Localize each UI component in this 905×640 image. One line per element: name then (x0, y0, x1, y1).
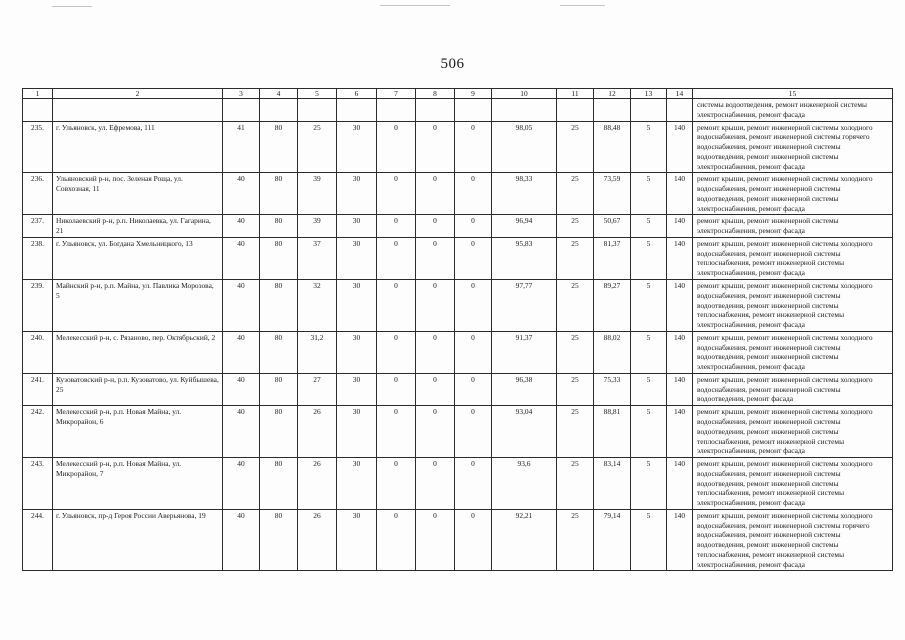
value-cell-7: 0 (377, 331, 416, 373)
table-row (23, 173, 893, 215)
value-cell-11: 25 (557, 458, 594, 510)
value-cell-11: 25 (557, 173, 594, 215)
value-cell-4: 80 (260, 215, 298, 238)
value-cell-11: 25 (557, 509, 594, 571)
value-cell-6: 30 (337, 121, 377, 173)
value-cell-5: 32 (298, 280, 337, 332)
value-cell-4: 80 (260, 406, 298, 458)
column-number: 2 (53, 89, 223, 99)
value-cell-5: 37 (298, 237, 337, 279)
value-cell-4: 80 (260, 509, 298, 571)
value-cell-12: 79,14 (594, 509, 631, 571)
value-cell-5: 25 (298, 121, 337, 173)
column-number: 8 (416, 89, 455, 99)
column-number: 1 (23, 89, 53, 99)
value-cell-11: 25 (557, 237, 594, 279)
value-cell-10: 96,38 (492, 373, 557, 405)
value-cell-12: 88,81 (594, 406, 631, 458)
value-cell-8: 0 (416, 406, 455, 458)
row-number: 239. (23, 280, 53, 332)
value-cell-4: 80 (260, 280, 298, 332)
value-cell-14: 140 (667, 373, 693, 405)
value-cell-11: 25 (557, 280, 594, 332)
value-cell-10: 97,77 (492, 280, 557, 332)
value-cell-3: 40 (223, 237, 260, 279)
value-cell-12: 50,67 (594, 215, 631, 238)
value-cell-6: 30 (337, 373, 377, 405)
value-cell-12: 81,37 (594, 237, 631, 279)
value-cell-6: 30 (337, 331, 377, 373)
works-cell: ремонт крыши, ремонт инженерной системы холодного водоснабжения, ремонт инженерной системы водоотведения, ремонт инженерной системы теплоснабжения, ремонт инженерной системы электроснабжения, ремонт фасада (693, 458, 893, 510)
works-cell: ремонт крыши, ремонт инженерной системы холодного водоснабжения, ремонт инженерной системы теплоснабжения, ремонт инженерной системы электроснабжения, ремонт фасада (693, 237, 893, 279)
value-cell-6: 30 (337, 458, 377, 510)
value-cell-11: 25 (557, 406, 594, 458)
value-cell-4: 80 (260, 331, 298, 373)
value-cell-10: 93,04 (492, 406, 557, 458)
address-cell: Мелекесский р-н, р.п. Новая Майна, ул. Микрорайон, 6 (53, 406, 223, 458)
value-cell-12: 73,59 (594, 173, 631, 215)
value-cell-13: 5 (631, 331, 667, 373)
value-cell-12: 83,14 (594, 458, 631, 510)
page-number: 506 (440, 56, 465, 72)
value-cell-6: 30 (337, 509, 377, 571)
value-cell-7: 0 (377, 173, 416, 215)
value-cell-14: 140 (667, 280, 693, 332)
column-number: 12 (594, 89, 631, 99)
value-cell-3: 40 (223, 406, 260, 458)
table-row (23, 458, 893, 510)
column-number: 14 (667, 89, 693, 99)
value-cell-5: 39 (298, 173, 337, 215)
value-cell-7: 0 (377, 406, 416, 458)
value-cell-11: 25 (557, 373, 594, 405)
value-cell-5: 26 (298, 509, 337, 571)
value-cell-13: 5 (631, 458, 667, 510)
value-cell-3: 40 (223, 331, 260, 373)
value-cell-7: 0 (377, 509, 416, 571)
row-number: 237. (23, 215, 53, 238)
value-cell-12: 89,27 (594, 280, 631, 332)
table-row (23, 280, 893, 332)
column-number: 10 (492, 89, 557, 99)
value-cell-14: 140 (667, 237, 693, 279)
address-cell: г. Ульяновск, пр-д Героя России Аверьянова, 19 (53, 509, 223, 571)
address-cell: Ульяновский р-н, пос. Зеленая Роща, ул. Совхозная, 11 (53, 173, 223, 215)
value-cell-9: 0 (455, 237, 492, 279)
value-cell-9: 0 (455, 173, 492, 215)
table-row (23, 373, 893, 405)
value-cell-3: 40 (223, 173, 260, 215)
value-cell-14: 140 (667, 406, 693, 458)
value-cell-6: 30 (337, 280, 377, 332)
value-cell-9: 0 (455, 458, 492, 510)
value-cell-5: 27 (298, 373, 337, 405)
value-cell-8: 0 (416, 458, 455, 510)
value-cell-8: 0 (416, 237, 455, 279)
value-cell-8: 0 (416, 331, 455, 373)
column-number: 3 (223, 89, 260, 99)
value-cell-3: 41 (223, 121, 260, 173)
scan-artifact (52, 6, 92, 7)
value-cell-12: 88,02 (594, 331, 631, 373)
value-cell-14: 140 (667, 215, 693, 238)
row-number: 243. (23, 458, 53, 510)
value-cell-4: 80 (260, 373, 298, 405)
value-cell-4: 80 (260, 237, 298, 279)
address-cell: Кузоватовский р-н, р.п. Кузоватово, ул. Куйбышева, 25 (53, 373, 223, 405)
value-cell-5: 26 (298, 406, 337, 458)
works-cell: ремонт крыши, ремонт инженерной системы холодного водоснабжения, ремонт инженерной системы горячего водоснабжения, ремонт инженерной системы водоотведения, ремонт инженерной системы теплоснабжения, ремонт инженерной системы электроснабжения, ремонт фасада (693, 509, 893, 571)
works-cell: ремонт крыши, ремонт инженерной системы холодного водоснабжения, ремонт инженерной системы водоотведения, ремонт инженерной системы теплоснабжения, ремонт инженерной системы электроснабжения, ремонт фасада (693, 280, 893, 332)
row-number: 236. (23, 173, 53, 215)
row-number: 241. (23, 373, 53, 405)
value-cell-10: 98,33 (492, 173, 557, 215)
value-cell-4: 80 (260, 121, 298, 173)
value-cell-10: 96,94 (492, 215, 557, 238)
row-number: 244. (23, 509, 53, 571)
value-cell-12: 75,33 (594, 373, 631, 405)
row-number: 240. (23, 331, 53, 373)
value-cell-14: 140 (667, 173, 693, 215)
repair-program-table (22, 88, 893, 571)
works-cell: ремонт крыши, ремонт инженерной системы холодного водоснабжения, ремонт инженерной системы водоотведения, ремонт инженерной системы теплоснабжения, ремонт инженерной системы электроснабжения, ремонт фасада (693, 406, 893, 458)
value-cell-8: 0 (416, 509, 455, 571)
row-number: 238. (23, 237, 53, 279)
value-cell-3: 40 (223, 280, 260, 332)
column-number: 13 (631, 89, 667, 99)
value-cell-13: 5 (631, 121, 667, 173)
table-row (23, 509, 893, 571)
column-number: 11 (557, 89, 594, 99)
address-cell: Мелекесский р-н, р.п. Новая Майна, ул. Микрорайон, 7 (53, 458, 223, 510)
value-cell-14: 140 (667, 509, 693, 571)
value-cell-9: 0 (455, 406, 492, 458)
value-cell-3: 40 (223, 509, 260, 571)
value-cell-3: 40 (223, 373, 260, 405)
table-row (23, 331, 893, 373)
address-cell: Николаевский р-н, р.п. Николаевка, ул. Гагарина, 21 (53, 215, 223, 238)
table-row (23, 121, 893, 173)
value-cell-11: 25 (557, 215, 594, 238)
value-cell-5: 39 (298, 215, 337, 238)
value-cell-9: 0 (455, 509, 492, 571)
value-cell-7: 0 (377, 458, 416, 510)
value-cell-11: 25 (557, 121, 594, 173)
value-cell-14: 140 (667, 331, 693, 373)
value-cell-8: 0 (416, 173, 455, 215)
table-row (23, 406, 893, 458)
column-number: 4 (260, 89, 298, 99)
value-cell-6: 30 (337, 406, 377, 458)
value-cell-8: 0 (416, 280, 455, 332)
value-cell-9: 0 (455, 331, 492, 373)
value-cell-13: 5 (631, 373, 667, 405)
value-cell-10: 93,6 (492, 458, 557, 510)
address-cell: г. Ульяновск, ул. Ефремова, 111 (53, 121, 223, 173)
value-cell-7: 0 (377, 237, 416, 279)
works-cell: ремонт крыши, ремонт инженерной системы холодного водоснабжения, ремонт инженерной системы водоотведения, ремонт инженерной системы электроснабжения, ремонт фасада (693, 331, 893, 373)
value-cell-7: 0 (377, 373, 416, 405)
continuation-row (23, 99, 893, 122)
column-number: 15 (693, 89, 893, 99)
column-number: 9 (455, 89, 492, 99)
works-cell: ремонт крыши, ремонт инженерной системы холодного водоснабжения, ремонт инженерной системы водоотведения, ремонт фасада (693, 373, 893, 405)
value-cell-13: 5 (631, 509, 667, 571)
table-row (23, 237, 893, 279)
value-cell-13: 5 (631, 215, 667, 238)
address-cell: Майнский р-н, р.п. Майна, ул. Павлика Морозова, 5 (53, 280, 223, 332)
value-cell-12: 88,48 (594, 121, 631, 173)
row-number: 235. (23, 121, 53, 173)
column-number: 7 (377, 89, 416, 99)
value-cell-10: 98,05 (492, 121, 557, 173)
column-number: 6 (337, 89, 377, 99)
works-cell: ремонт крыши, ремонт инженерной системы электроснабжения, ремонт фасада (693, 215, 893, 238)
value-cell-14: 140 (667, 121, 693, 173)
value-cell-13: 5 (631, 173, 667, 215)
value-cell-10: 95,83 (492, 237, 557, 279)
works-cell: ремонт крыши, ремонт инженерной системы холодного водоснабжения, ремонт инженерной системы водоотведения, ремонт инженерной системы электроснабжения, ремонт фасада (693, 173, 893, 215)
value-cell-5: 31,2 (298, 331, 337, 373)
value-cell-9: 0 (455, 373, 492, 405)
value-cell-3: 40 (223, 215, 260, 238)
value-cell-10: 91,37 (492, 331, 557, 373)
scan-artifact (380, 5, 450, 6)
value-cell-9: 0 (455, 121, 492, 173)
value-cell-13: 5 (631, 237, 667, 279)
value-cell-8: 0 (416, 215, 455, 238)
table-row (23, 215, 893, 238)
row-number: 242. (23, 406, 53, 458)
address-cell: г. Ульяновск, ул. Богдана Хмельницкого, 13 (53, 237, 223, 279)
value-cell-14: 140 (667, 458, 693, 510)
value-cell-8: 0 (416, 121, 455, 173)
value-cell-7: 0 (377, 121, 416, 173)
address-cell: Мелекесский р-н, с. Рязаново, пер. Октябрьский, 2 (53, 331, 223, 373)
value-cell-6: 30 (337, 173, 377, 215)
value-cell-13: 5 (631, 280, 667, 332)
value-cell-6: 30 (337, 237, 377, 279)
value-cell-8: 0 (416, 373, 455, 405)
column-number-row (23, 89, 893, 99)
value-cell-5: 26 (298, 458, 337, 510)
value-cell-7: 0 (377, 215, 416, 238)
value-cell-10: 92,21 (492, 509, 557, 571)
works-cell: ремонт крыши, ремонт инженерной системы холодного водоснабжения, ремонт инженерной системы горячего водоснабжения, ремонт инженерной системы водоотведения, ремонт инженерной системы электроснабжения, ремонт фасада (693, 121, 893, 173)
table-body (23, 89, 893, 571)
value-cell-13: 5 (631, 406, 667, 458)
value-cell-3: 40 (223, 458, 260, 510)
value-cell-4: 80 (260, 458, 298, 510)
column-number: 5 (298, 89, 337, 99)
value-cell-6: 30 (337, 215, 377, 238)
continuation-works-cell: системы водоотведения, ремонт инженерной системы электроснабжения, ремонт фасада (693, 99, 893, 122)
value-cell-9: 0 (455, 280, 492, 332)
value-cell-11: 25 (557, 331, 594, 373)
value-cell-7: 0 (377, 280, 416, 332)
scan-artifact (560, 5, 605, 6)
value-cell-4: 80 (260, 173, 298, 215)
value-cell-9: 0 (455, 215, 492, 238)
